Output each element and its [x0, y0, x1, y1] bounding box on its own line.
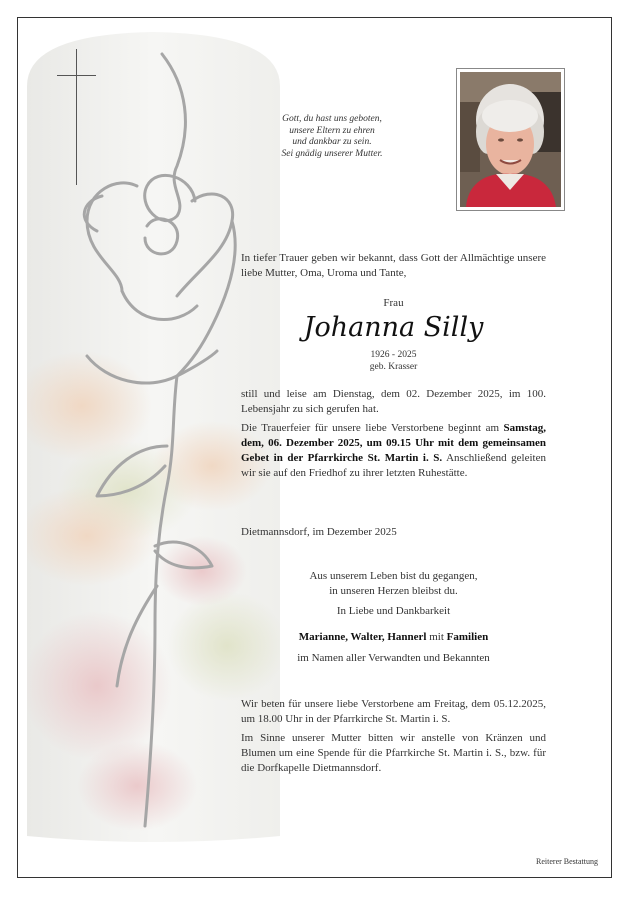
deceased-name: Johanna Silly: [303, 312, 484, 343]
portrait-image: [460, 72, 561, 207]
funeral-intro: Die Trauerfeier für unsere liebe Verstorbene beginnt am: [241, 422, 500, 434]
family-families: Familien: [446, 631, 489, 643]
quote-line: unsere Eltern zu ehren: [289, 125, 375, 136]
bible-quote: [252, 114, 412, 160]
gratitude: In Liebe und Dankbarkeit: [336, 605, 451, 617]
prayer-text: Wir beten für unsere liebe Verstorbene am Freitag, dem 05.12.2025, um 18.00 Uhr in der Pfarrkirche St. Martin i. S.: [241, 698, 546, 725]
funeral-date-place: Samstag, dem, 06. Dezember 2025, um 09.15 Uhr mit dem gemeinsamen Gebet in der Pfarrkirche St. Martin i. S.: [241, 422, 547, 464]
relatives-line: im Namen aller Verwandten und Bekannten: [297, 652, 490, 664]
cross-icon: [76, 49, 77, 185]
funeral-home-credit: Reiterer Bestattung: [536, 857, 598, 866]
quote-line: und dankbar zu sein.: [292, 137, 372, 147]
passing-text: still und leise am Dienstag, dem 02. Dezember 2025, im 100. Lebensjahr zu sich gerufen hat.: [241, 388, 546, 415]
birth-name: geb. Krasser: [369, 362, 418, 372]
quote-line: Gott, du hast uns geboten,: [282, 114, 382, 124]
intro-text: In tiefer Trauer geben wir bekannt, dass Gott der Allmächtige unsere liebe Mutter, Oma, Uroma und Tante,: [241, 252, 546, 279]
funeral-rest: Anschließend geleiten wir sie auf den Friedhof zu ihrer letzten Ruhestätte.: [241, 452, 546, 479]
verse-line: Aus unserem Leben bist du gegangen,: [309, 570, 478, 582]
cross-icon-bar: [57, 75, 96, 76]
quote-line: Sei gnädig unserer Mutter.: [281, 148, 383, 159]
portrait-photo: [456, 68, 565, 211]
life-years: 1926 - 2025: [370, 350, 417, 360]
family-connector: mit: [429, 631, 444, 643]
donation-text: Im Sinne unserer Mutter bitten wir anstelle von Kränzen und Blumen um eine Spende für die Pfarrkirche St. Martin i. S., bzw. für die Dorfkapelle Dietmannsdorf.: [241, 732, 546, 774]
place-date: Dietmannsdorf, im Dezember 2025: [241, 526, 397, 538]
verse-line: in unseren Herzen bleibst du.: [329, 585, 458, 597]
salutation: Frau: [383, 297, 404, 309]
family-line: [241, 630, 546, 645]
family-names: Marianne, Walter, Hannerl: [298, 631, 427, 643]
funeral-text: [241, 421, 546, 481]
